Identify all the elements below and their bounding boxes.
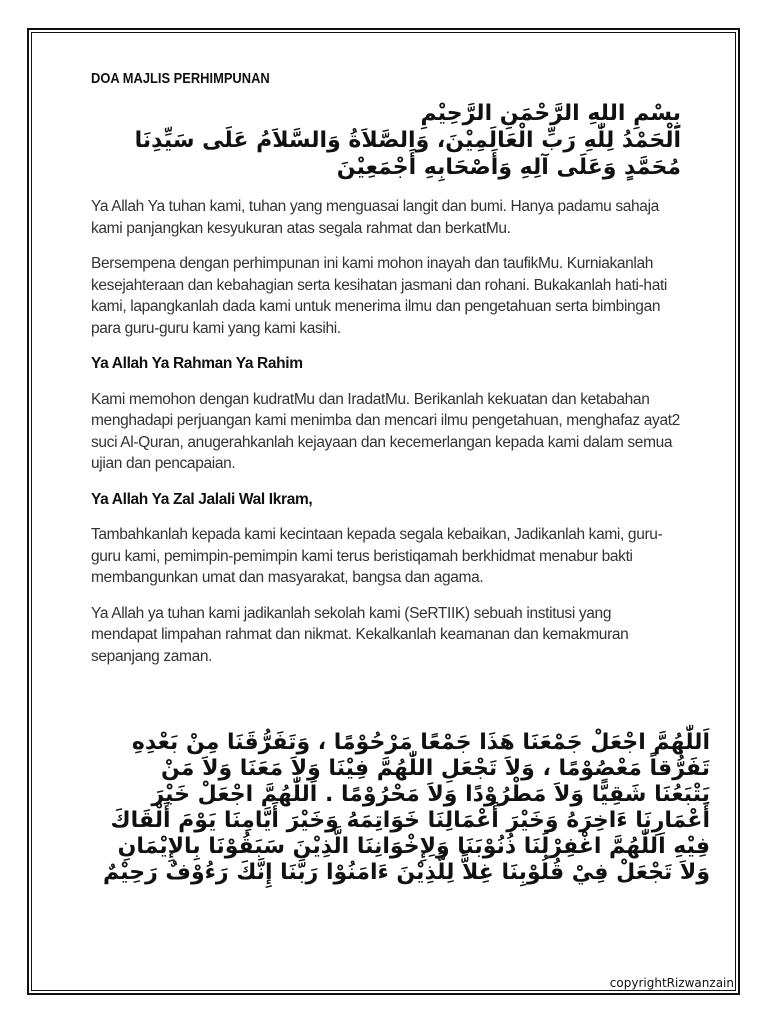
arabic-hamdalah-line: اَلْحَمْدُ لِلّٰهِ رَبِّ الْعَالَمِيْنَ، وَالصَّلاَةُ وَالسَّلاَمُ عَلَى سَيِّدِنَا xyxy=(134,128,681,153)
paragraph-4: Tambahkanlah kepada kami kecintaan kepada segala kebaikan, Jadikanlah kami, guru-guru kami, pemimpin-pemimpin kami terus beristiqamah berkhidmat menabur bakti membangunkan umat dan masyarakat, bangsa dan agama. xyxy=(91,526,663,586)
document-title: DOA MAJLIS PERHIMPUNAN xyxy=(91,70,270,87)
paragraph-2: Bersempena dengan perhimpunan ini kami mohon inayah dan taufikMu. Kurniakanlah kesejahteraan dan kebahagian serta kesihatan jasmani dan rohani. Bukakanlah hati-hati kami, lapangkanlah dada kami untuk menerima ilmu dan pengetahuan serta bimbingan para guru-guru kami yang kami kasihi. xyxy=(91,255,668,337)
arabic-salawat-line: مُحَمَّدٍ وَعَلَى آلِهِ وَأَصْحَابِهِ أَجْمَعِيْنَ xyxy=(336,155,681,180)
paragraph-5: Ya Allah ya tuhan kami jadikanlah sekolah kami (SeRTIIK) sebuah institusi yang mendapat limpahan rahmat dan nikmat. Kekalkanlah keamanan dan kemakmuran sepanjang zaman. xyxy=(91,604,629,665)
paragraph-3: Kami memohon dengan kudratMu dan IradatMu. Berikanlah kekuatan dan ketabahan menghadapi perjuangan kami menimba dan mencari ilmu pengetahuan, menghafaz ayat2 suci Al-Quran, anugerahkanlah kejayaan dan kecemerlangan kepada kami dalam semua ujian dan pencapaian. xyxy=(91,390,680,472)
heading-1: Ya Allah Ya Rahman Ya Rahim xyxy=(91,355,303,372)
document-content xyxy=(91,68,681,681)
heading-2: Ya Allah Ya Zal Jalali Wal Ikram, xyxy=(91,490,313,508)
arabic-opening xyxy=(91,100,681,181)
copyright-notice: copyrightRizwanzain xyxy=(609,976,734,990)
arabic-basmalah-line: بِسْمِ اللهِ الرَّحْمَنِ الرَّحِيْمِ xyxy=(420,101,681,126)
paragraph-1: Ya Allah Ya tuhan kami, tuhan yang menguasai langit dan bumi. Hanya padamu sahaja kami panjangkan kesyukuran atas segala rahmat dan berkatMu. xyxy=(91,198,659,237)
arabic-closing-prayer: اَللّٰهُمَّ اجْعَلْ جَمْعَنَا هَذَا جَمْعًا مَرْحُوْمًا ، وَتَفَرُّقَنَا مِنْ بَعْدِهِ تَفَرُّقاً مَعْصُوْمًا ، وَلاَ تَجْعَلِ اللّٰهُمَّ فِيْنَا وَلاَ مَعَنَا وَلاَ مَنْ يَتْبَعُنَا شَقِيًّا وَلاَ مَطْرُوْدًا وَلاَ مَحْرُوْمًا . اَللّٰهُمَّ اجْعَلْ خَيْرَ أَعْمَارِنَا ءَاخِرَهُ وَخَيْرَ أَعْمَالِنَا خَوَاتِمَهُ وَخَيْرَ أَيَّامِنَا يَوْمَ أَلْقَاكَ فِيْهِ اَللّٰهُمَّ اغْفِرْلَنَا ذُنُوْبَنَا وَلِإِخْوَانِنَا الَّذِيْنَ سَبَقُوْنَا بِالإِيْمَانِ وَلاَ تَجْعَلْ فِيْ قُلُوْبِنَا غِلاًّ لِلَّذِيْنَ ءَامَنُوْا رَبَّنَا إِنَّكَ رَءُوْفٌ رَحِيْمٌ xyxy=(103,730,710,885)
